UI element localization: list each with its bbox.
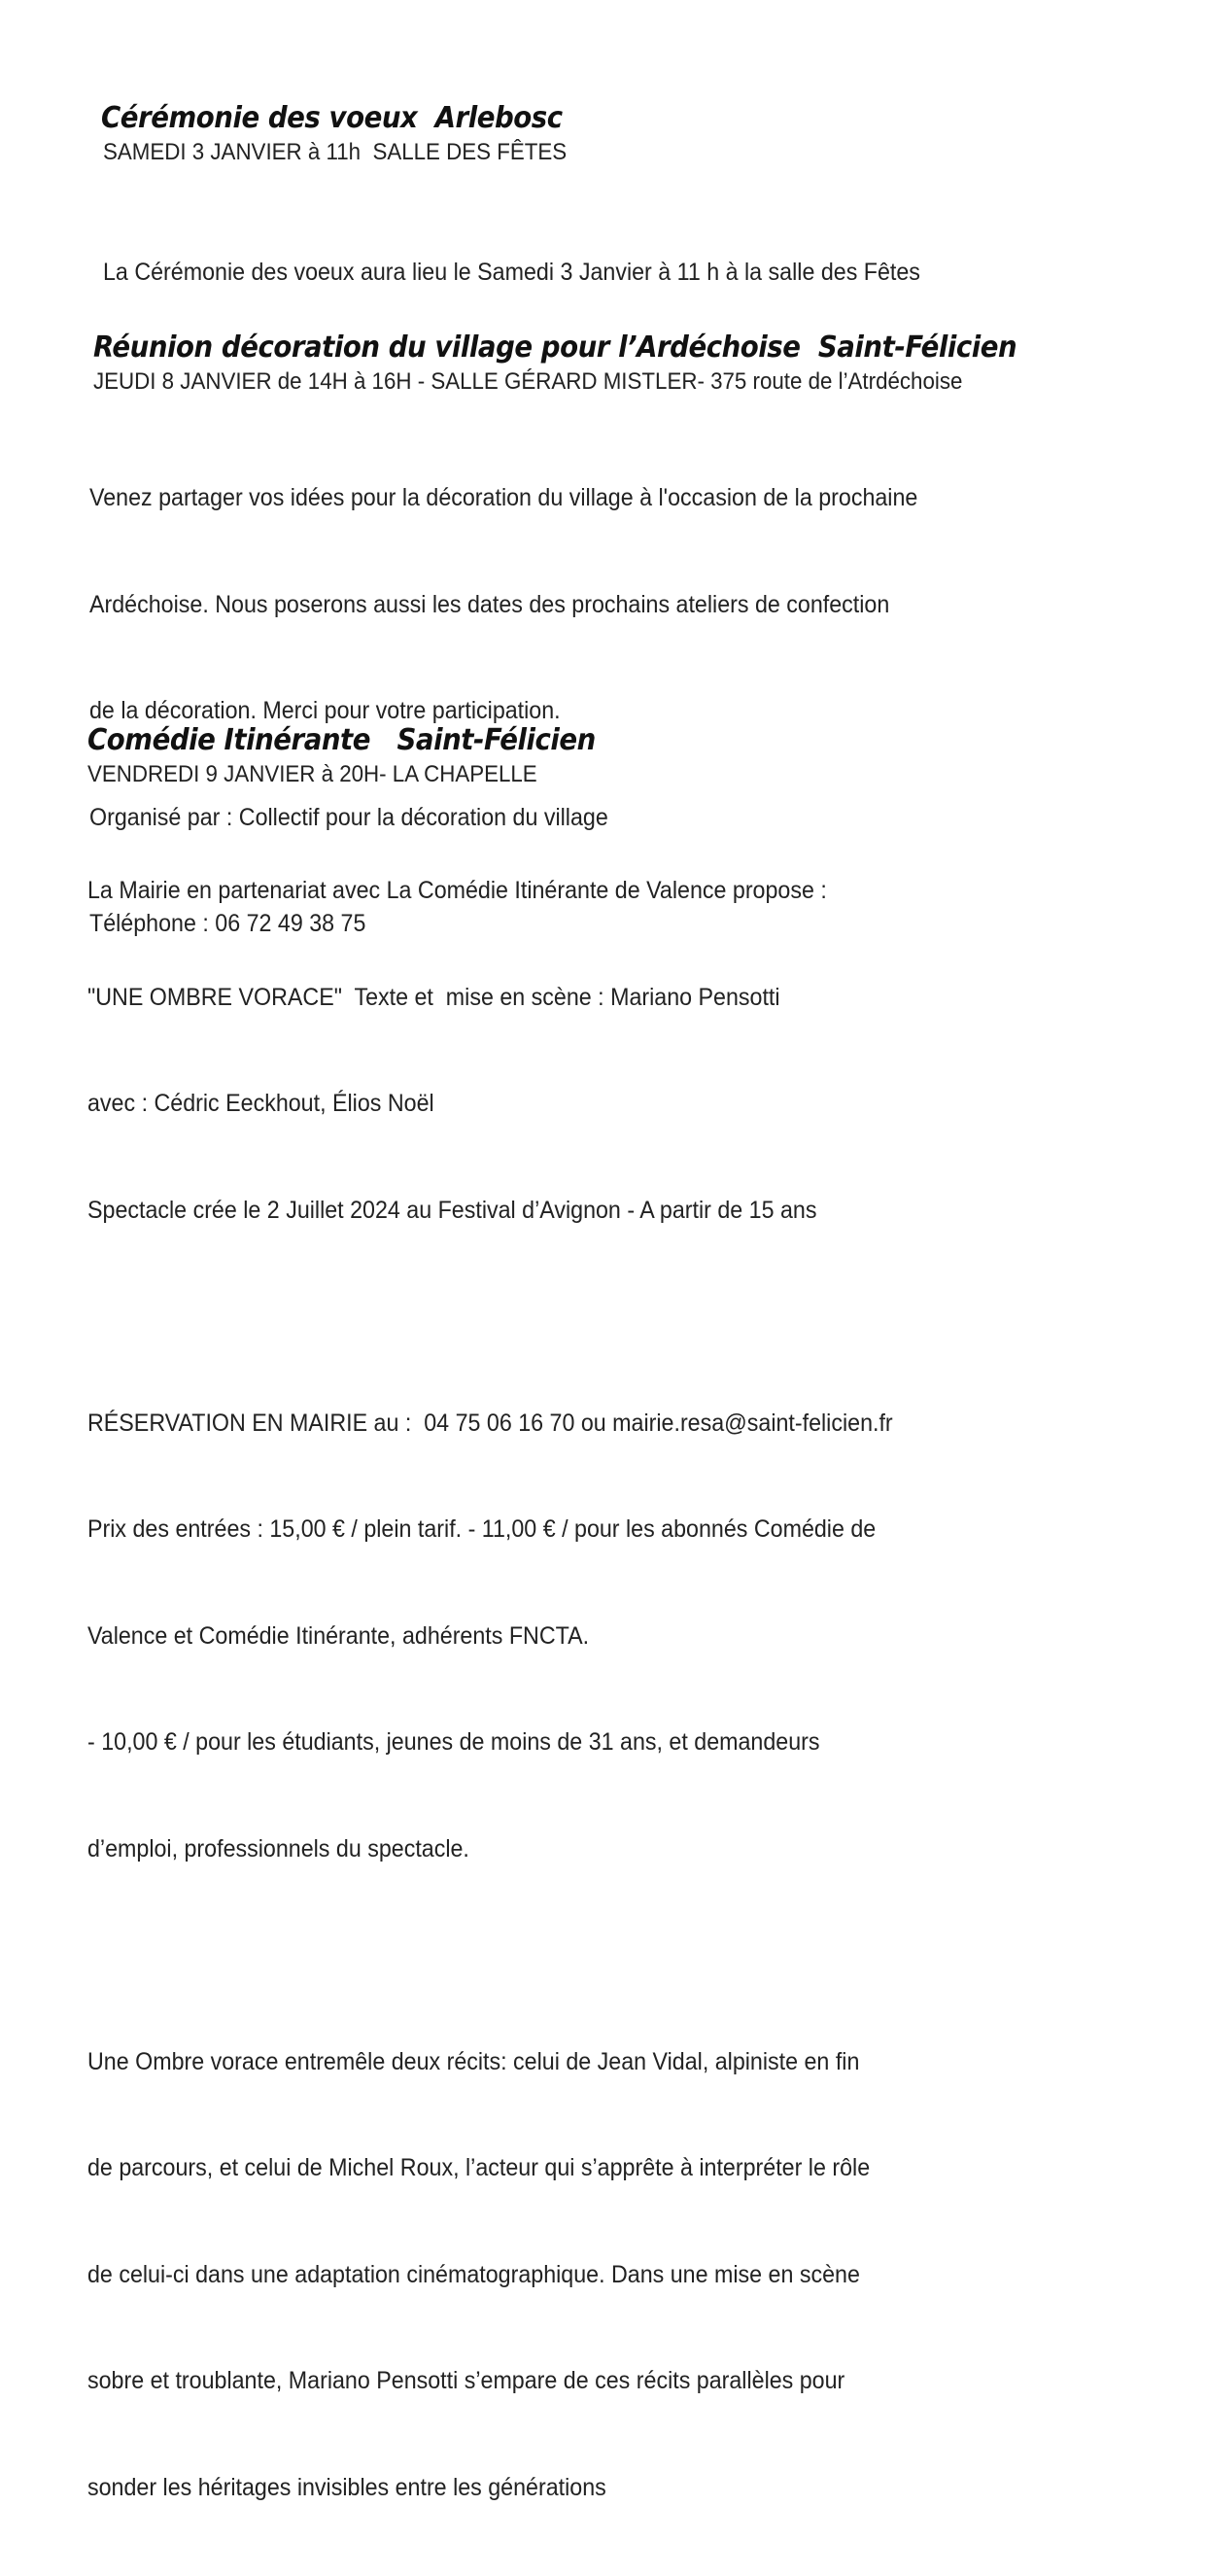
description-line: La Mairie en partenariat avec La Comédie Itinérante de Valence propose : (87, 877, 827, 904)
synopsis-line: sonder les héritages invisibles entre les générations (87, 2473, 606, 2501)
synopsis-line: sobre et troublante, Mariano Pensotti s’empare de ces récits parallèles pour (87, 2367, 845, 2394)
event-description (87, 802, 1127, 2576)
synopsis-line: de celui-ci dans une adaptation cinématographique. Dans une mise en scène (87, 2260, 860, 2288)
event-date-location: JEUDI 8 JANVIER de 14H à 16H - SALLE GÉRARD MISTLER- 375 route de l’Atrdéchoise (93, 368, 963, 395)
event-comedie-itinerante (87, 723, 1206, 2576)
event-title: Réunion décoration du village pour l’Ardéchoise Saint-Félicien (93, 331, 1017, 365)
event-date-location: VENDREDI 9 JANVIER à 20H- LA CHAPELLE (87, 761, 537, 787)
description-line: Ardéchoise. Nous poserons aussi les dates des prochains ateliers de confection (89, 590, 890, 618)
description-line: de la décoration. Merci pour votre participation. (89, 697, 561, 724)
description-line: La Cérémonie des voeux aura lieu le Samedi 3 Janvier à 11 h à la salle des Fêtes (103, 259, 920, 286)
description-line: avec : Cédric Eeckhout, Élios Noël (87, 1090, 434, 1117)
description-line: Venez partager vos idées pour la décoration du village à l'occasion de la prochaine (89, 484, 918, 511)
synopsis-line: de parcours, et celui de Michel Roux, l’acteur qui s’apprête à interpréter le rôle (87, 2154, 871, 2181)
description-line: Spectacle crée le 2 Juillet 2024 au Festival d’Avignon - A partir de 15 ans (87, 1196, 817, 1224)
price-line: Prix des entrées : 15,00 € / plein tarif. - 11,00 € / pour les abonnés Comédie de (87, 1515, 877, 1543)
event-ceremonie-voeux (101, 101, 1206, 362)
synopsis-line: Une Ombre vorace entremêle deux récits: celui de Jean Vidal, alpiniste en fin (87, 2047, 860, 2075)
event-date-location: SAMEDI 3 JANVIER à 11h SALLE DES FÊTES (103, 139, 568, 165)
organizer-line: Organisé par : Collectif pour la décoration du village (89, 803, 608, 831)
price-line: Valence et Comédie Itinérante, adhérents FNCTA. (87, 1621, 590, 1650)
price-line: d’emploi, professionnels du spectacle. (87, 1834, 469, 1862)
event-title: Cérémonie des voeux Arlebosc (101, 101, 563, 135)
phone-line: Téléphone : 06 72 49 38 75 (89, 910, 366, 937)
spacer (87, 1937, 1127, 1973)
reservation-line: RÉSERVATION EN MAIRIE au : 04 75 06 16 70 ou mairie.resa@saint-felicien.fr (87, 1409, 893, 1437)
event-title: Comédie Itinérante Saint-Félicien (87, 723, 596, 757)
price-line: - 10,00 € / pour les étudiants, jeunes de moins de 31 ans, et demandeurs (87, 1728, 820, 1756)
spacer (87, 1299, 1127, 1335)
description-line: "UNE OMBRE VORACE" Texte et mise en scène : Mariano Pensotti (87, 983, 780, 1011)
